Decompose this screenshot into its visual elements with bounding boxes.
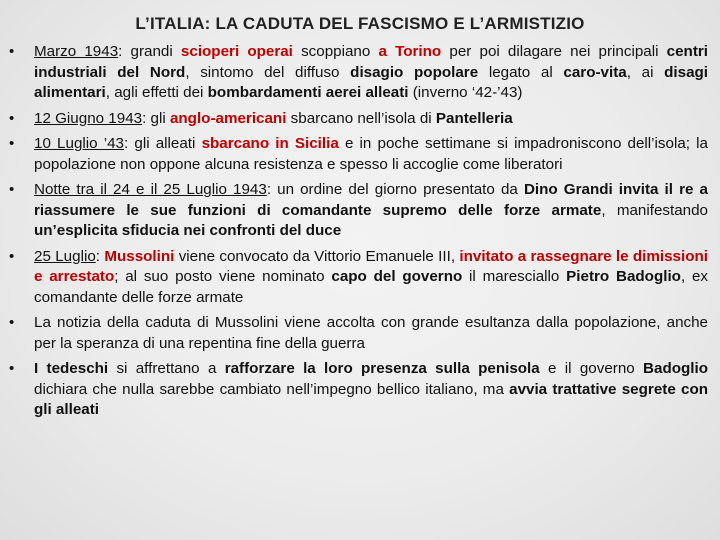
text-run: ; al suo posto viene nominato xyxy=(114,268,332,285)
text-run: sbarcano nell’isola di xyxy=(286,109,436,127)
bullet-icon: • xyxy=(9,314,15,331)
text-run: I tedeschi xyxy=(34,360,109,377)
list-item xyxy=(9,134,708,175)
text-run: scioperi operai xyxy=(180,43,293,60)
text-run: : gli alleati xyxy=(124,135,202,152)
text-run: avvia trattative segrete con gli alleati xyxy=(34,380,708,418)
text-run: , ai xyxy=(626,63,665,81)
text-run: , ex comandante delle forze armate xyxy=(34,268,709,306)
date-label: 12 Giugno 1943 xyxy=(34,109,143,127)
text-run: (inverno ‘42-’43) xyxy=(408,84,523,101)
date-label: Marzo 1943 xyxy=(34,43,119,60)
text-run: Mussolini xyxy=(104,247,175,265)
text-run: disagio popolare xyxy=(350,63,479,81)
text-run: rafforzare la loro presenza sulla penisola xyxy=(224,360,540,377)
text-run: si affrettano a xyxy=(108,360,225,377)
list-item xyxy=(9,180,709,242)
text-run: La notizia della caduta di Mussolini viene accolta con grande esultanza dalla popolazione, anche per la speranza di una repentina fine della guerra xyxy=(34,314,708,352)
text-run: : xyxy=(95,247,105,265)
text-run: bombardamenti aerei alleati xyxy=(207,84,409,101)
text-run: , manifestando xyxy=(601,201,709,219)
text-run: Dino Grandi invita il re a riassumere le sue funzioni di comandante supremo delle forze armate xyxy=(34,181,708,219)
text-run: invitato a rassegnare le dimissioni e arrestato xyxy=(34,247,708,285)
text-run: disagi alimentari xyxy=(34,63,709,101)
list-item xyxy=(9,313,708,354)
bullet-icon: • xyxy=(9,43,15,60)
text-run: e il governo xyxy=(539,360,644,377)
list-item xyxy=(9,42,709,104)
text-run: e in poche settimane si impadroniscono dell’isola; la popolazione non oppone alcuna resistenza e spesso li accoglie come liberatori xyxy=(34,135,708,173)
bullet-icon: • xyxy=(9,181,15,198)
text-run: : un ordine del giorno presentato da xyxy=(266,181,524,198)
text-run: : gli xyxy=(142,109,170,127)
bullet-icon: • xyxy=(9,109,15,127)
text-run: Pantelleria xyxy=(435,109,513,127)
slide-title: L’ITALIA: LA CADUTA DEL FASCISMO E L’ARMISTIZIO xyxy=(135,14,585,33)
text-run: : grandi xyxy=(118,43,181,60)
list-item xyxy=(9,247,709,309)
text-run: il maresciallo xyxy=(462,268,567,285)
date-label: 25 Luglio xyxy=(34,247,96,265)
date-label: Notte tra il 24 e il 25 Luglio 1943 xyxy=(34,181,267,198)
text-run: viene convocato da Vittorio Emanuele III, xyxy=(174,247,460,265)
text-run: centri industriali del Nord xyxy=(34,43,709,81)
text-run: , agli effetti dei xyxy=(105,84,208,101)
text-run: caro-vita xyxy=(563,63,627,81)
text-run: dichiara che nulla sarebbe cambiato nell’impegno bellico italiano, ma xyxy=(34,380,510,398)
bullet-icon: • xyxy=(9,360,15,377)
bullet-icon: • xyxy=(9,247,15,265)
list-item xyxy=(9,109,708,130)
bullet-list xyxy=(0,42,720,426)
text-run: sbarcano in Sicilia xyxy=(201,135,339,152)
text-run: Badoglio xyxy=(643,360,708,377)
text-run: Pietro Badoglio xyxy=(566,268,681,285)
text-run: , sintomo del diffuso xyxy=(185,63,351,81)
date-label: 10 Luglio ’43 xyxy=(34,135,124,152)
list-item xyxy=(9,359,708,421)
text-run: scoppiano xyxy=(292,43,379,60)
text-run: anglo-americani xyxy=(169,109,287,127)
text-run: capo del governo xyxy=(331,268,463,285)
text-run: per poi dilagare nei principali xyxy=(441,43,667,60)
text-run: a Torino xyxy=(378,43,442,60)
bullet-icon: • xyxy=(9,135,15,152)
text-run: un’esplicita sfiducia nei confronti del duce xyxy=(34,222,342,239)
text-run: legato al xyxy=(478,63,564,81)
